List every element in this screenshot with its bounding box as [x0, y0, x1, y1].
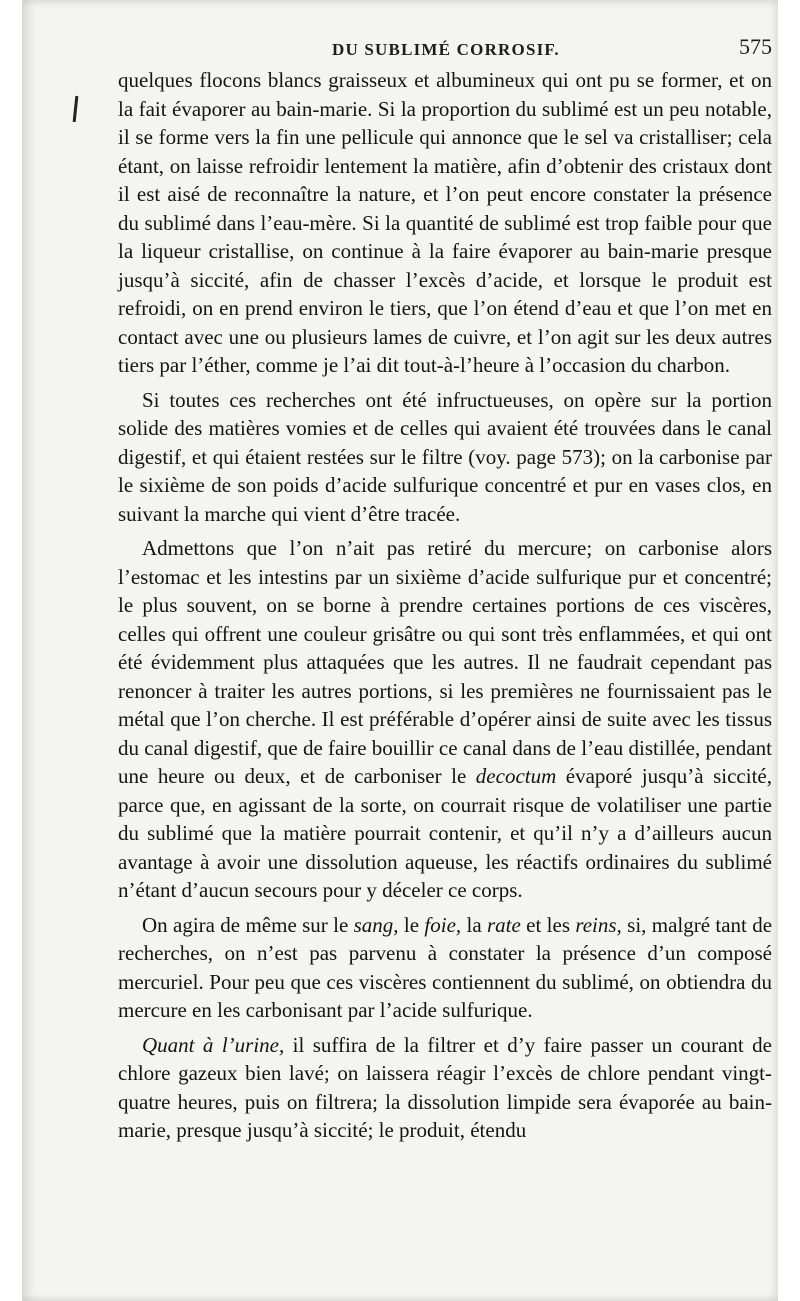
- text-run: évaporé jusqu’à siccité, parce que, en agissant de la sorte, on courrait risque de volatiliser une partie du sublimé que la matière pourrait contenir, et qu’il n’y a d’ailleurs aucun avantage à avoir une dissolution aqueuse, les réactifs ordinaires du sublimé n’étant d’aucun secours pour y déceler ce corps.: [118, 764, 772, 902]
- text-run: On agira de même sur le: [142, 912, 354, 937]
- italic-text: reins,: [575, 912, 622, 937]
- paragraph: [118, 534, 772, 905]
- text-run: Si toutes ces recherches ont été infructueuses, on opère sur la portion solide des matières vomies et de celles qui avaient été trouvées dans le canal digestif, et qui étaient restées sur le filtre (voy. page 573); on la carbonise par le sixième de son poids d’acide sulfurique concentré et pur en vases clos, en suivant la marche qui vient d’être tracée.: [118, 387, 772, 526]
- text-run: le: [398, 912, 425, 937]
- margin-mark: [73, 96, 79, 122]
- paragraph: [118, 66, 772, 380]
- italic-text: rate: [487, 912, 521, 937]
- paragraph: [118, 386, 772, 529]
- italic-text: Quant à l’urine,: [142, 1032, 285, 1057]
- page-header: [118, 34, 772, 64]
- italic-text: decoctum: [475, 764, 557, 788]
- body-text: [118, 66, 772, 1151]
- text-run: si, malgré tant de recherches, on n’est pas parvenu à constater la présence d’un composé mercuriel. Pour peu que ces viscères contiennent du sublimé, on obtiendra du mercure en les carbonisant par l’acide sulfurique.: [118, 912, 773, 1022]
- text-run: il suffira de la filtrer et d’y faire passer un courant de chlore gazeux bien lavé; on laissera réagir l’excès de chlore pendant vingt-quatre heures, puis on filtrera; la dissolution limpide sera évaporée au bain-marie, presque jusqu’à siccité; le produit, étendu: [118, 1032, 773, 1142]
- text-run: Admettons que l’on n’ait pas retiré du mercure; on carbonise alors l’estomac et les intestins par un sixième d’acide sulfurique pur et concentré; le plus souvent, on se borne à prendre certaines portions de ces viscères, celles qui offrent une couleur grisâtre ou qui sont très enflammées, et qui ont été évidemment plus attaquées que les autres. Il ne faudrait cependant pas renoncer à traiter les autres portions, si les premières ne fournissaient pas le métal que l’on cherche. Il est préférable d’opérer ainsi de suite avec les tissus du canal digestif, que de faire bouillir ce canal dans de l’eau distillée, pendant une heure ou deux, et de carboniser le: [118, 536, 772, 788]
- text-run: quelques flocons blancs graisseux et albumineux qui ont pu se former, et on la fait évaporer au bain-marie. Si la proportion du sublimé est un peu notable, il se forme vers la fin une pellicule qui annonce que le sel va cristalliser; cela étant, on laisse refroidir lentement la matière, afin d’obtenir des cristaux dont il est aisé de reconnaître la nature, et l’on peut encore constater la présence du sublimé dans l’eau-mère. Si la quantité de sublimé est trop faible pour que la liqueur cristallise, on continue à la faire évaporer au bain-marie presque jusqu’à siccité, afin de chasser l’excès d’acide, et lorsque le produit est refroidi, on en prend environ le tiers, que l’on étend d’eau et que l’on met en contact avec une ou plusieurs lames de cuivre, et l’on agit sur les deux autres tiers par l’éther, comme je l’ai dit tout-à-l’heure à l’occasion du charbon.: [118, 68, 772, 377]
- paragraph: [118, 911, 772, 1025]
- text-run: la: [461, 912, 487, 937]
- text-run: et les: [520, 912, 576, 937]
- italic-text: sang,: [353, 912, 399, 937]
- running-title: DU SUBLIMÉ CORROSIF.: [332, 40, 560, 59]
- italic-text: foie,: [424, 912, 462, 937]
- page-number: 575: [739, 34, 772, 59]
- paragraph: [118, 1031, 772, 1145]
- book-page: [22, 0, 778, 1301]
